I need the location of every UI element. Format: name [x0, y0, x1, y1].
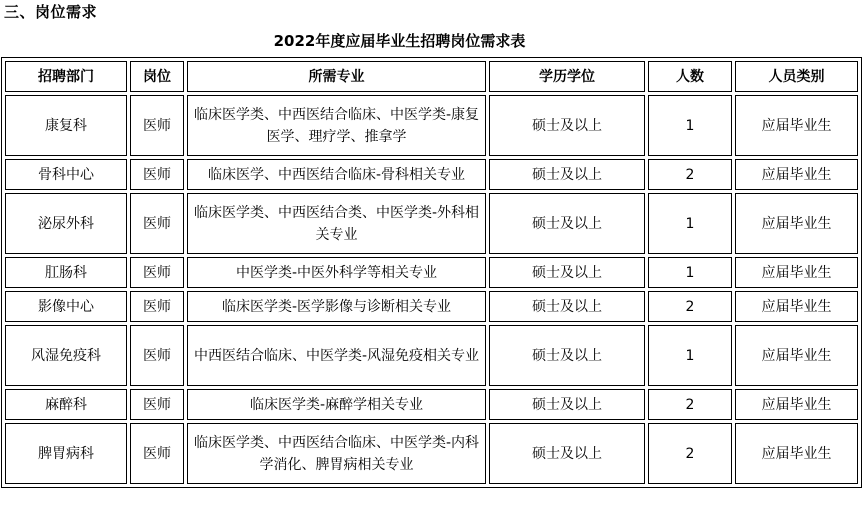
- cell-type: 应届毕业生: [735, 95, 858, 156]
- table-row: [5, 291, 858, 322]
- cell-count: 1: [648, 193, 732, 254]
- cell-major: 临床医学、中西医结合临床-骨科相关专业: [187, 159, 486, 190]
- cell-count: 2: [648, 389, 732, 420]
- table-row: [5, 257, 858, 288]
- cell-degree: 硕士及以上: [489, 325, 645, 386]
- cell-post: 医师: [130, 257, 184, 288]
- cell-post: 医师: [130, 95, 184, 156]
- cell-type: 应届毕业生: [735, 193, 858, 254]
- cell-dept: 康复科: [5, 95, 127, 156]
- cell-count: 1: [648, 257, 732, 288]
- cell-count: 2: [648, 423, 732, 484]
- header-degree: 学历学位: [489, 61, 645, 92]
- cell-dept: 风湿免疫科: [5, 325, 127, 386]
- cell-major: 中医学类-中医外科学等相关专业: [187, 257, 486, 288]
- cell-degree: 硕士及以上: [489, 257, 645, 288]
- cell-dept: 麻醉科: [5, 389, 127, 420]
- cell-dept: 肛肠科: [5, 257, 127, 288]
- cell-count: 1: [648, 325, 732, 386]
- cell-type: 应届毕业生: [735, 291, 858, 322]
- table-header-row: [5, 61, 858, 92]
- cell-post: 医师: [130, 389, 184, 420]
- cell-major: 临床医学类-医学影像与诊断相关专业: [187, 291, 486, 322]
- section-heading: 三、岗位需求: [4, 3, 98, 21]
- cell-degree: 硕士及以上: [489, 95, 645, 156]
- cell-count: 2: [648, 291, 732, 322]
- table-row: [5, 159, 858, 190]
- cell-degree: 硕士及以上: [489, 159, 645, 190]
- table-row: [5, 193, 858, 254]
- cell-count: 1: [648, 95, 732, 156]
- cell-dept: 泌尿外科: [5, 193, 127, 254]
- cell-major: 临床医学类、中西医结合临床、中医学类-内科学消化、脾胃病相关专业: [187, 423, 486, 484]
- cell-post: 医师: [130, 325, 184, 386]
- cell-dept: 影像中心: [5, 291, 127, 322]
- header-dept: 招聘部门: [5, 61, 127, 92]
- cell-type: 应届毕业生: [735, 423, 858, 484]
- cell-type: 应届毕业生: [735, 325, 858, 386]
- cell-degree: 硕士及以上: [489, 423, 645, 484]
- requirements-table: [1, 57, 862, 488]
- cell-major: 临床医学类、中西医结合类、中医学类-外科相关专业: [187, 193, 486, 254]
- cell-dept: 骨科中心: [5, 159, 127, 190]
- cell-degree: 硕士及以上: [489, 389, 645, 420]
- table-row: [5, 389, 858, 420]
- table-row: [5, 423, 858, 484]
- cell-post: 医师: [130, 193, 184, 254]
- header-type: 人员类别: [735, 61, 858, 92]
- cell-major: 临床医学类-麻醉学相关专业: [187, 389, 486, 420]
- cell-major: 中西医结合临床、中医学类-风湿免疫相关专业: [187, 325, 486, 386]
- cell-type: 应届毕业生: [735, 389, 858, 420]
- header-major: 所需专业: [187, 61, 486, 92]
- cell-type: 应届毕业生: [735, 159, 858, 190]
- table-row: [5, 95, 858, 156]
- table-title: 2022年度应届毕业生招聘岗位需求表: [273, 32, 526, 50]
- table-row: [5, 325, 858, 386]
- cell-post: 医师: [130, 291, 184, 322]
- header-count: 人数: [648, 61, 732, 92]
- header-post: 岗位: [130, 61, 184, 92]
- cell-post: 医师: [130, 159, 184, 190]
- cell-count: 2: [648, 159, 732, 190]
- cell-dept: 脾胃病科: [5, 423, 127, 484]
- cell-post: 医师: [130, 423, 184, 484]
- cell-degree: 硕士及以上: [489, 193, 645, 254]
- cell-major: 临床医学类、中西医结合临床、中医学类-康复医学、理疗学、推拿学: [187, 95, 486, 156]
- cell-type: 应届毕业生: [735, 257, 858, 288]
- cell-degree: 硕士及以上: [489, 291, 645, 322]
